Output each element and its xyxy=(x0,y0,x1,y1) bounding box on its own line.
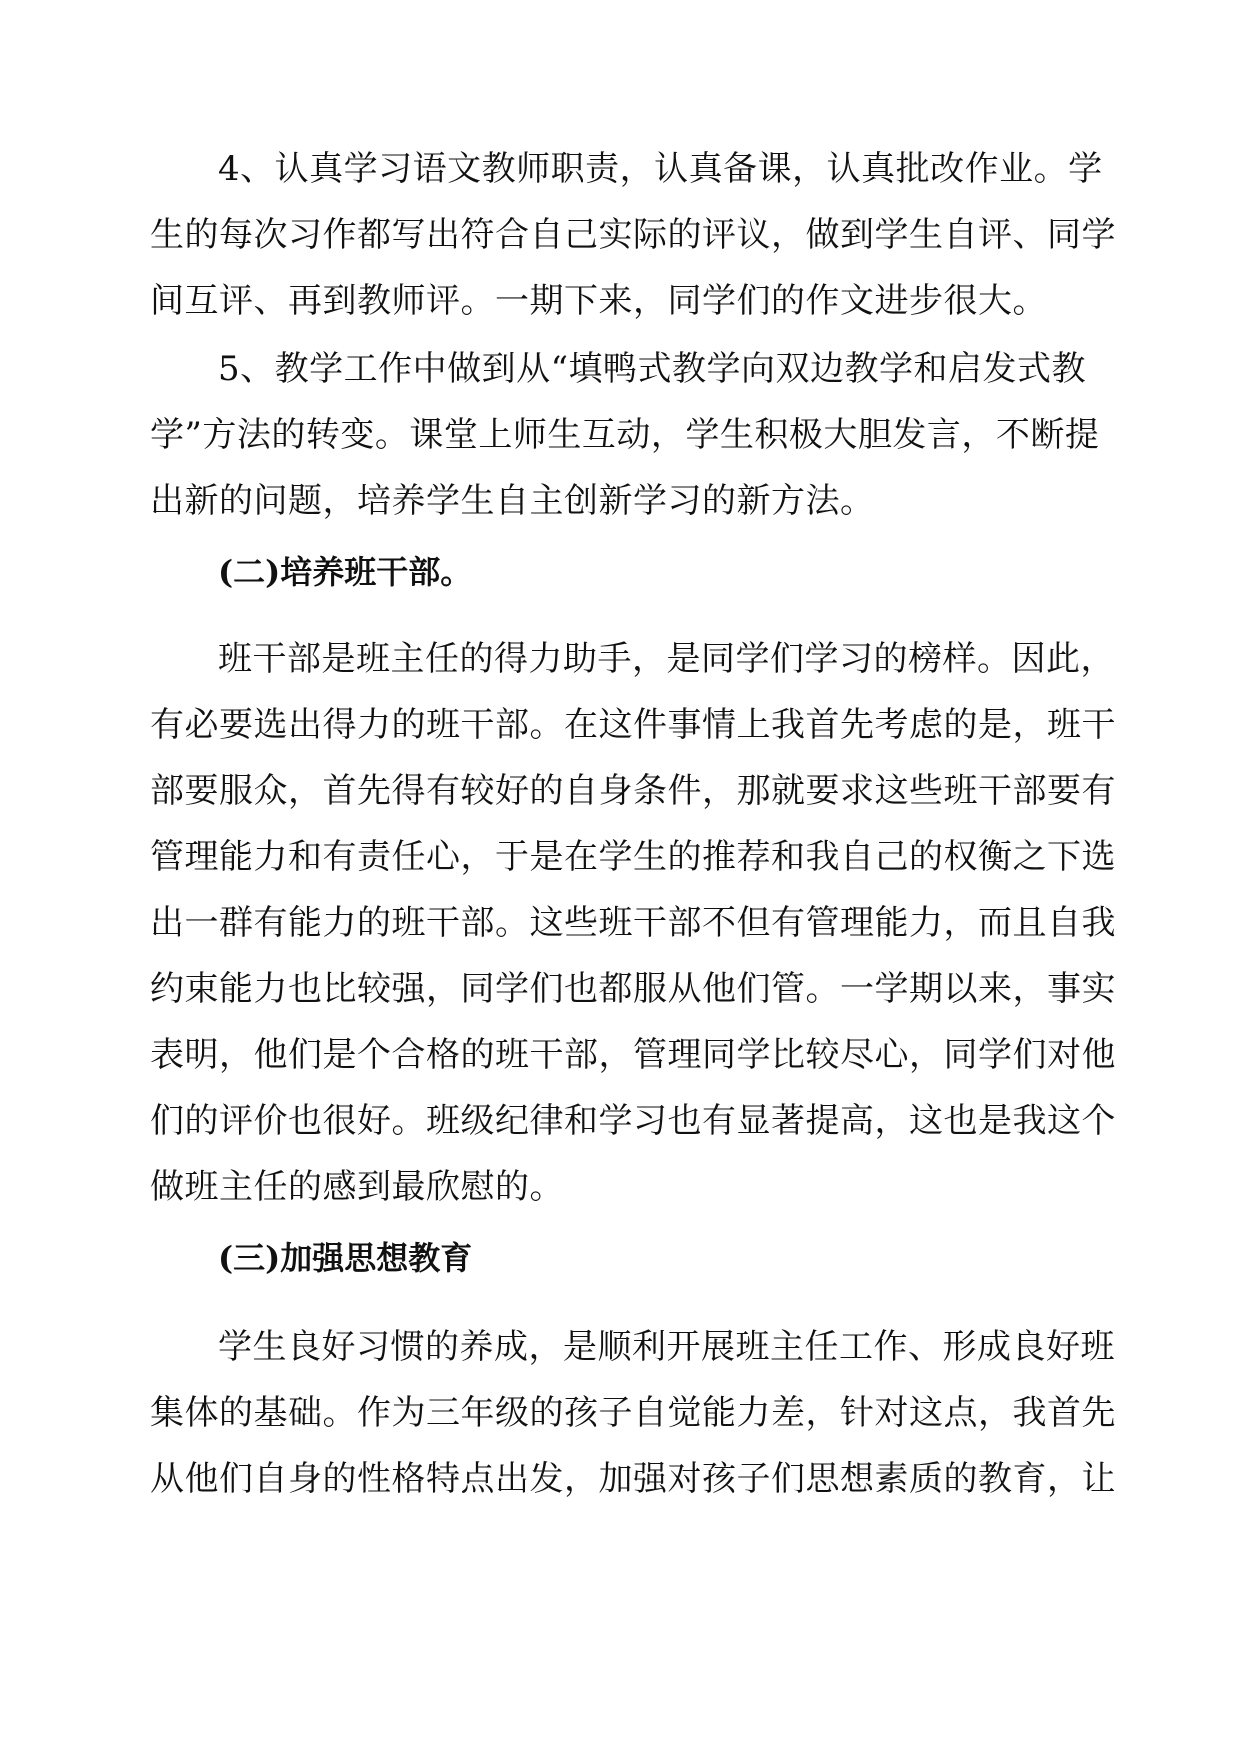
paragraph-line: 表明，他们是个合格的班干部，管理同学比较尽心，同学们对他 xyxy=(150,1035,1116,1075)
section-heading-3: (三)加强思想教育 xyxy=(218,1239,473,1277)
paragraph-line: 间互评、再到教师评。一期下来，同学们的作文进步很大。 xyxy=(150,281,1047,321)
paragraph-line: 部要服众，首先得有较好的自身条件，那就要求这些班干部要有 xyxy=(150,771,1116,811)
paragraph-line: 做班主任的感到最欣慰的。 xyxy=(150,1167,564,1207)
paragraph-item-4 xyxy=(150,136,1116,334)
paragraph-item-5 xyxy=(150,336,1100,534)
paragraph-line: 学”方法的转变。课堂上师生互动，学生积极大胆发言，不断提 xyxy=(150,415,1100,455)
paragraph-line: 5、教学工作中做到从“填鸭式教学向双边教学和启发式教 xyxy=(218,349,1087,389)
paragraph-line: 学生良好习惯的养成，是顺利开展班主任工作、形成良好班 xyxy=(218,1327,1115,1367)
paragraph-line: 集体的基础。作为三年级的孩子自觉能力差，针对这点，我首先 xyxy=(150,1393,1116,1433)
paragraph-line: 从他们自身的性格特点出发，加强对孩子们思想素质的教育，让 xyxy=(150,1459,1116,1499)
paragraph-line: 们的评价也很好。班级纪律和学习也有显著提高，这也是我这个 xyxy=(150,1101,1116,1141)
paragraph-line: 有必要选出得力的班干部。在这件事情上我首先考虑的是，班干 xyxy=(150,705,1116,745)
paragraph-line: 出一群有能力的班干部。这些班干部不但有管理能力，而且自我 xyxy=(150,903,1116,943)
paragraph-line: 出新的问题，培养学生自主创新学习的新方法。 xyxy=(150,481,875,521)
paragraph-line: 班干部是班主任的得力助手，是同学们学习的榜样。因此， xyxy=(218,639,1115,679)
paragraph-line: 约束能力也比较强，同学们也都服从他们管。一学期以来，事实 xyxy=(150,969,1116,1009)
paragraph-line: 4、认真学习语文教师职责，认真备课，认真批改作业。学 xyxy=(218,149,1103,189)
paragraph-line: 生的每次习作都写出符合自己实际的评议，做到学生自评、同学 xyxy=(150,215,1116,255)
paragraph-thought-education xyxy=(150,1314,1116,1512)
section-heading-2: (二)培养班干部。 xyxy=(218,553,473,591)
paragraph-class-cadres xyxy=(150,626,1116,1220)
paragraph-line: 管理能力和有责任心，于是在学生的推荐和我自己的权衡之下选 xyxy=(150,837,1116,877)
